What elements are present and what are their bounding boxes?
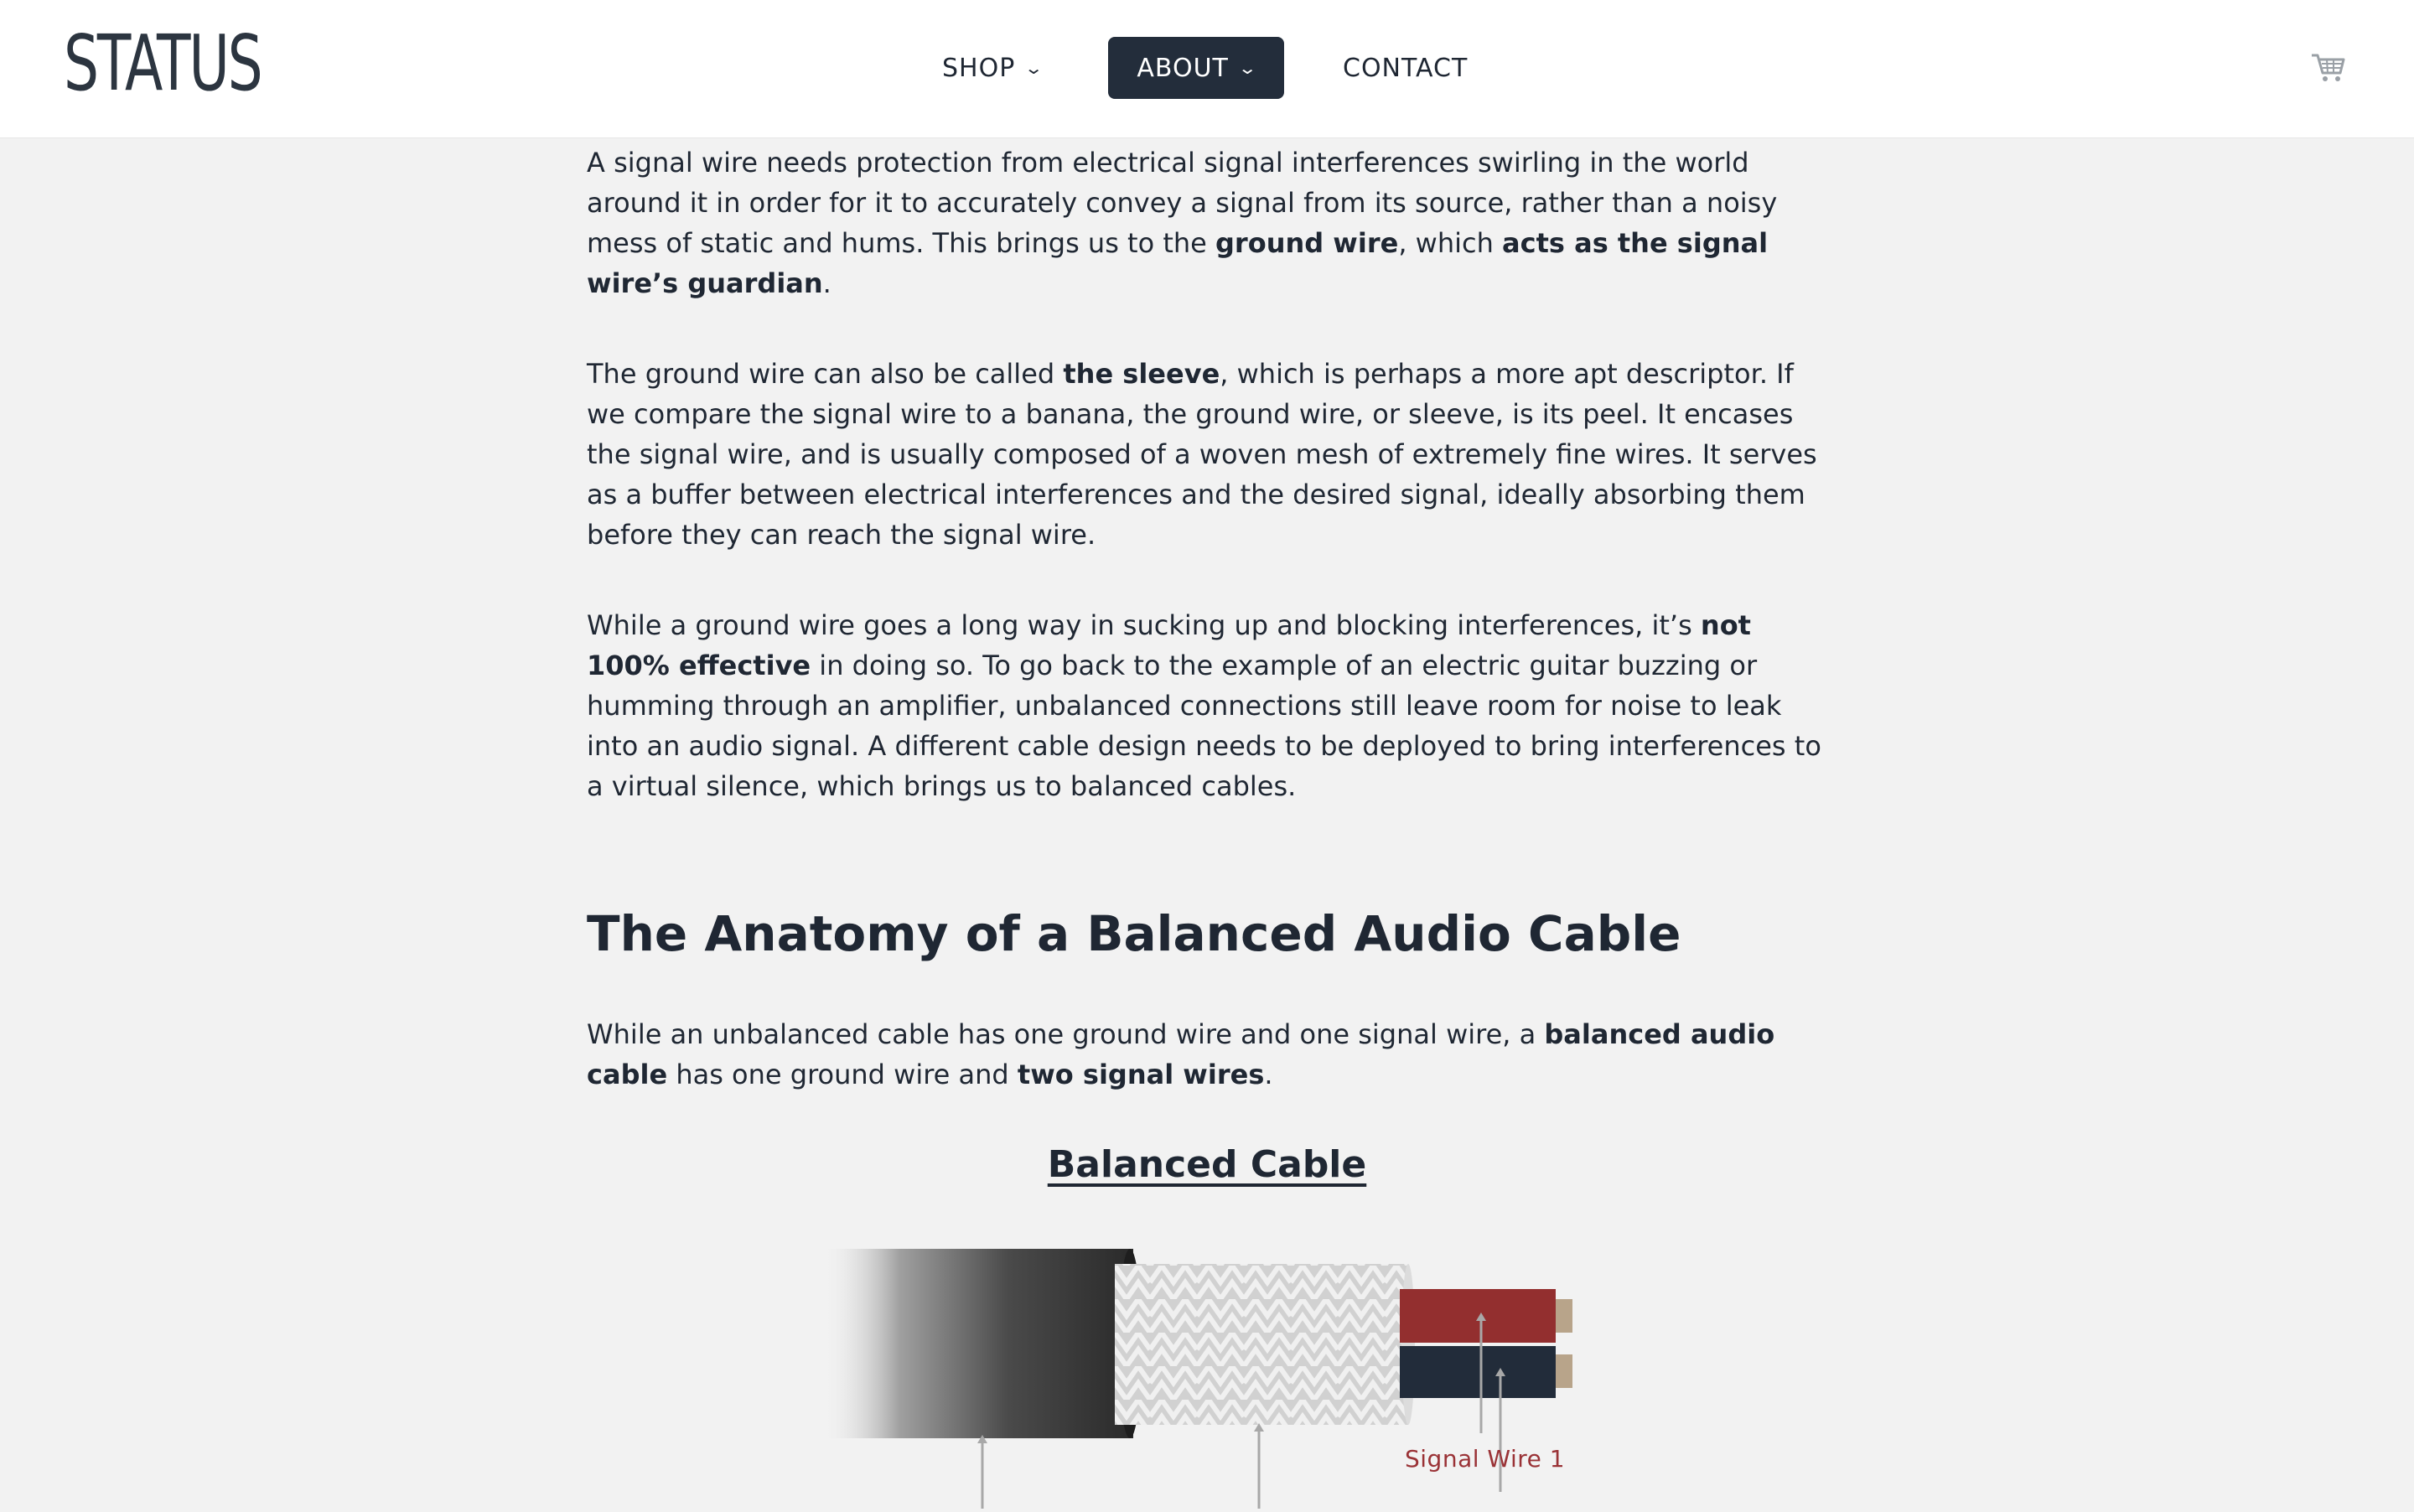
cart-icon[interactable] — [2310, 50, 2347, 84]
site-header — [0, 0, 2414, 138]
paragraph-sleeve: The ground wire can also be called the sleeve, which is perhaps a more apt descriptor. If we compare the signal wire to a banana, the ground wire, or sleeve, is its peel. It encases the signal wire, and is usually composed of a woven mesh of extremely fine wires. It serves as a buffer between electrical interferences and the desired signal, ideally absorbing them before they can reach the signal wire. — [587, 358, 1817, 551]
paragraph-balanced-intro: While an unbalanced cable has one ground wire and one signal wire, a balanced audio cable has one ground wire and two signal wires. — [587, 1018, 1775, 1090]
nav-about-label: ABOUT — [1137, 53, 1229, 83]
chevron-down-icon: ⌄ — [1237, 58, 1259, 78]
figure-title: Balanced Cable — [1047, 1143, 1367, 1186]
chevron-down-icon: ⌄ — [1023, 58, 1045, 78]
nav-about[interactable] — [1108, 37, 1284, 99]
nav-contact-label: CONTACT — [1343, 53, 1469, 83]
article-body — [587, 142, 1827, 857]
nav-shop[interactable] — [942, 37, 1045, 99]
nav-contact[interactable] — [1343, 37, 1468, 99]
section-heading: The Anatomy of a Balanced Audio Cable — [587, 905, 1681, 962]
main-nav — [0, 37, 2414, 99]
nav-shop-label: SHOP — [942, 53, 1016, 83]
paragraph-not-effective: While a ground wire goes a long way in sucking up and blocking interferences, it’s not 100% effective in doing so. To go back to the example of an electric guitar buzzing or humming through an amplifier, unbalanced connections still leave room for noise to leak into an audio signal. A different cable design needs to be deployed to bring interferences to a virtual silence, which brings us to balanced cables. — [587, 609, 1821, 802]
status-logo[interactable]: STATUS — [64, 18, 262, 108]
signal-wire-1-label: Signal Wire 1 — [1405, 1445, 1566, 1473]
paragraph-ground-wire: A signal wire needs protection from electrical signal interferences swirling in the world around it in order for it to accurately convey a signal from its source, rather than a noisy mess of static and hums. This brings us to the ground wire, which acts as the signal wire’s guardian. — [587, 147, 1778, 299]
